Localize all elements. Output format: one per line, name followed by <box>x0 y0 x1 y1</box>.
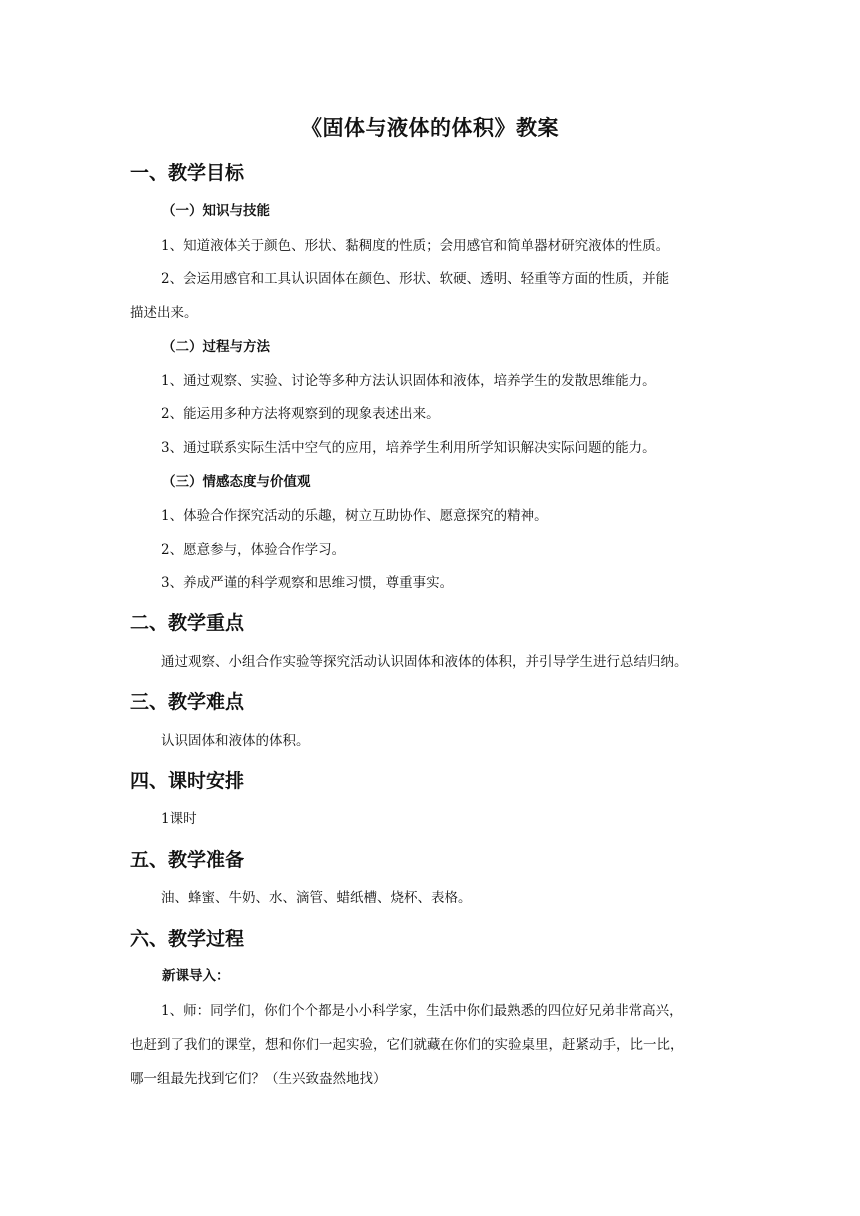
section-heading-difficulties: 三、教学难点 <box>130 691 245 713</box>
paragraph-line: 1、师：同学们，你们个个都是小小科学家，生活中你们最熟悉的四位好兄弟非常高兴， <box>161 1003 683 1019</box>
paragraph-line: 1课时 <box>161 811 197 827</box>
subheading-knowledge-skills: （一）知识与技能 <box>162 203 270 219</box>
paragraph-line: 3、通过联系实际生活中空气的应用，培养学生利用所学知识解决实际问题的能力。 <box>161 440 656 456</box>
subheading-process-methods: （二）过程与方法 <box>162 339 270 355</box>
paragraph-line: 1、通过观察、实验、讨论等多种方法认识固体和液体，培养学生的发散思维能力。 <box>161 373 656 389</box>
paragraph-line: 3、养成严谨的科学观察和思维习惯，尊重事实。 <box>161 575 454 591</box>
paragraph-line: 描述出来。 <box>130 305 198 321</box>
paragraph-line: 2、会运用感官和工具认识固体在颜色、形状、软硬、透明、轻重等方面的性质，并能 <box>161 271 670 287</box>
subheading-attitudes-values: （三）情感态度与价值观 <box>162 474 311 490</box>
paragraph-line: 2、愿意参与，体验合作学习。 <box>161 542 346 558</box>
paragraph-line: 认识固体和液体的体积。 <box>161 733 310 749</box>
paragraph-line: 1、知道液体关于颜色、形状、黏稠度的性质；会用感官和简单器材研究液体的性质。 <box>161 238 670 254</box>
paragraph-line: 油、蜂蜜、牛奶、水、滴管、蜡纸槽、烧杯、表格。 <box>161 890 472 906</box>
paragraph-line: 1、体验合作探究活动的乐趣，树立互助协作、愿意探究的精神。 <box>161 508 548 524</box>
section-heading-preparation: 五、教学准备 <box>130 849 245 871</box>
paragraph-line: 哪一组最先找到它们？（生兴致盎然地找） <box>130 1071 387 1087</box>
section-heading-schedule: 四、课时安排 <box>130 770 245 792</box>
section-heading-goals: 一、教学目标 <box>130 162 245 184</box>
document-title: 《固体与液体的体积》教案 <box>301 116 559 140</box>
subheading-intro: 新课导入： <box>162 968 230 984</box>
paragraph-line: 也赶到了我们的课堂，想和你们一起实验，它们就藏在你们的实验桌里，赶紧动手，比一比， <box>130 1037 684 1053</box>
section-heading-key-points: 二、教学重点 <box>130 612 245 634</box>
paragraph-line: 通过观察、小组合作实验等探究活动认识固体和液体的体积，并引导学生进行总结归纳。 <box>161 654 688 670</box>
section-heading-process: 六、教学过程 <box>130 928 245 950</box>
paragraph-line: 2、能运用多种方法将观察到的现象表述出来。 <box>161 406 440 422</box>
